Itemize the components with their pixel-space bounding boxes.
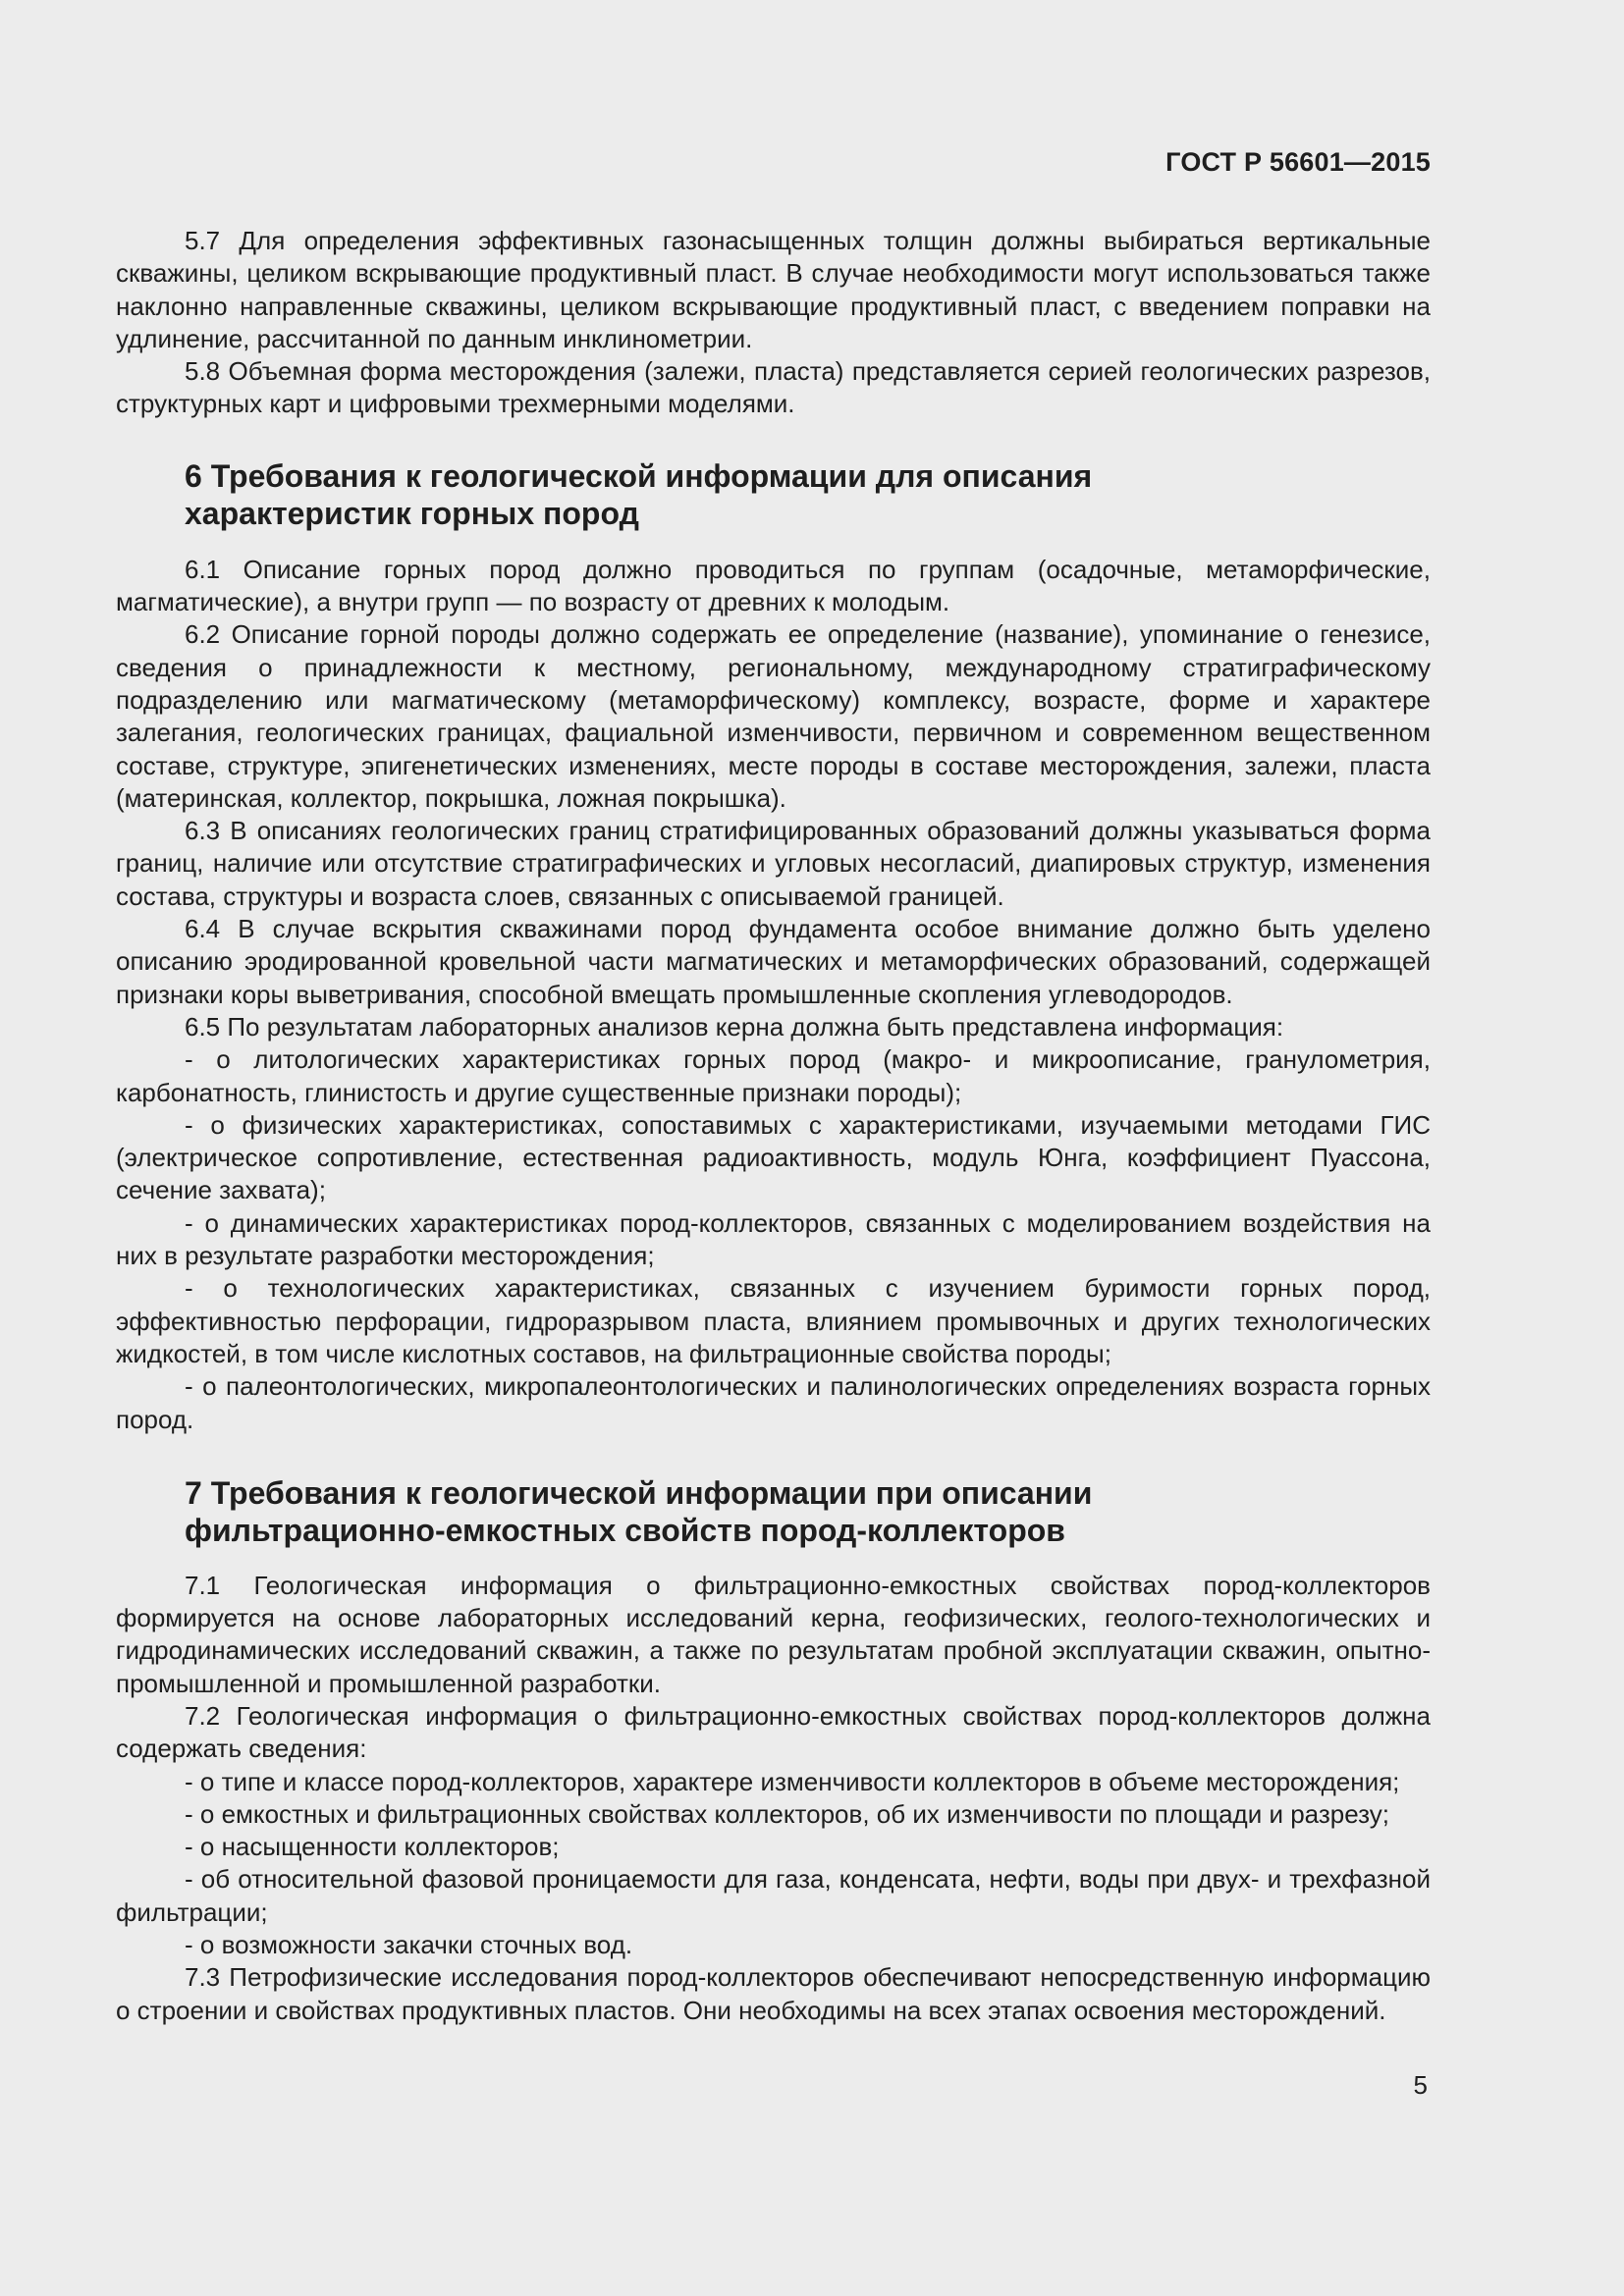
list-item: - об относительной фазовой проницаемости для газа, конденсата, нефти, воды при двух- и трехфазной фильтрации; xyxy=(116,1864,1431,1927)
paragraph-6-5: 6.5 По результатам лабораторных анализов керна должна быть представлена информация: xyxy=(185,1011,1284,1041)
document-body xyxy=(116,225,1431,2027)
section-6-heading-line2: характеристик горных пород xyxy=(185,495,639,531)
list-item: - о динамических характеристиках пород-коллекторов, связанных с моделированием воздействия на них в результате разработки месторождения; xyxy=(116,1207,1431,1271)
document-code: ГОСТ Р 56601—2015 xyxy=(1165,147,1431,177)
paragraph-6-2: 6.2 Описание горной породы должно содержать ее определение (название), упоминание о генезисе, сведения о принадлежности к местному, региональному, международному стратиграфическому подразделению или магматическому (метаморфическому) комплексу, возрасте, форме и характере залегания, геологических границах, фациальной изменчивости, первичном и современном вещественном составе, структуре, эпигенетических изменениях, месте породы в составе месторождения, залежи, пласта (материнская, коллектор, покрышка, ложная покрышка). xyxy=(116,619,1431,813)
list-item: - о емкостных и фильтрационных свойствах коллекторов, об их изменчивости по площади и разрезу; xyxy=(185,1798,1389,1829)
list-item: - о технологических характеристиках, связанных с изучением буримости горных пород, эффективностью перфорации, гидроразрывом пласта, влиянием промывочных и других технологических жидкостей, в том числе кислотных составов, на фильтрационные свойства породы; xyxy=(116,1273,1431,1368)
list-item: - о литологических характеристиках горных пород (макро- и микроописание, гранулометрия, карбонатность, глинистость и другие существенные признаки породы); xyxy=(116,1044,1431,1107)
section-7-heading xyxy=(116,1474,1431,1549)
paragraph-7-1: 7.1 Геологическая информация о фильтрационно-емкостных свойствах пород-коллекторов формируется на основе лабораторных исследований керна, геофизических, геолого-технологических и гидродинамических исследований скважин, а также по результатам пробной эксплуатации скважин, опытно-промышленной и промышленной разработки. xyxy=(116,1570,1431,1698)
page-number: 5 xyxy=(1413,2070,1428,2100)
paragraph-5-7: 5.7 Для определения эффективных газонасыщенных толщин должны выбираться вертикальные скважины, целиком вскрывающие продуктивный пласт. В случае необходимости могут использоваться также наклонно направленные скважины, целиком вскрывающие продуктивный пласт, с введением поправки на удлинение, рассчитанной по данным инклинометрии. xyxy=(116,226,1431,353)
section-6-heading xyxy=(116,457,1431,532)
paragraph-6-1: 6.1 Описание горных пород должно проводиться по группам (осадочные, метаморфические, магматические), а внутри групп — по возрасту от древних к молодым. xyxy=(116,554,1431,617)
section-6-heading-line1: 6 Требования к геологической информации для описания xyxy=(185,457,1093,494)
section-7-heading-line1: 7 Требования к геологической информации при описании xyxy=(185,1474,1093,1511)
list-item: - о типе и классе пород-коллекторов, характере изменчивости коллекторов в объеме месторождения; xyxy=(185,1766,1400,1796)
paragraph-5-8: 5.8 Объемная форма месторождения (залежи, пласта) представляется серией геологических разрезов, структурных карт и цифровыми трехмерными моделями. xyxy=(116,356,1431,419)
paragraph-6-4: 6.4 В случае вскрытия скважинами пород фундамента особое внимание должно быть уделено описанию эродированной кровельной части магматических и метаморфических образований, содержащей признаки коры выветривания, способной вмещать промышленные скопления углеводородов. xyxy=(116,914,1431,1009)
list-item: - о палеонтологических, микропалеонтологических и палинологических определениях возраста горных пород. xyxy=(116,1371,1431,1434)
list-item: - о возможности закачки сточных вод. xyxy=(185,1930,633,1960)
list-item: - о насыщенности коллекторов; xyxy=(185,1832,560,1862)
paragraph-6-3: 6.3 В описаниях геологических границ стратифицированных образований должны указываться форма границ, наличие или отсутствие стратиграфических и угловых несогласий, диапировых структур, изменения состава, структуры и возраста слоев, связанных с описываемой границей. xyxy=(116,816,1431,911)
list-item: - о физических характеристиках, сопоставимых с характеристиками, изучаемыми методами ГИС (электрическое сопротивление, естественная радиоактивность, модуль Юнга, коэффициент Пуассона, сечение захвата); xyxy=(116,1109,1431,1205)
paragraph-7-3: 7.3 Петрофизические исследования пород-коллекторов обеспечивают непосредственную информацию о строении и свойствах продуктивных пластов. Они необходимы на всех этапах освоения месторождений. xyxy=(116,1962,1431,2025)
section-7-heading-line2: фильтрационно-емкостных свойств пород-коллекторов xyxy=(185,1512,1065,1548)
paragraph-7-2: 7.2 Геологическая информация о фильтрационно-емкостных свойствах пород-коллекторов должна содержать сведения: xyxy=(116,1700,1431,1764)
